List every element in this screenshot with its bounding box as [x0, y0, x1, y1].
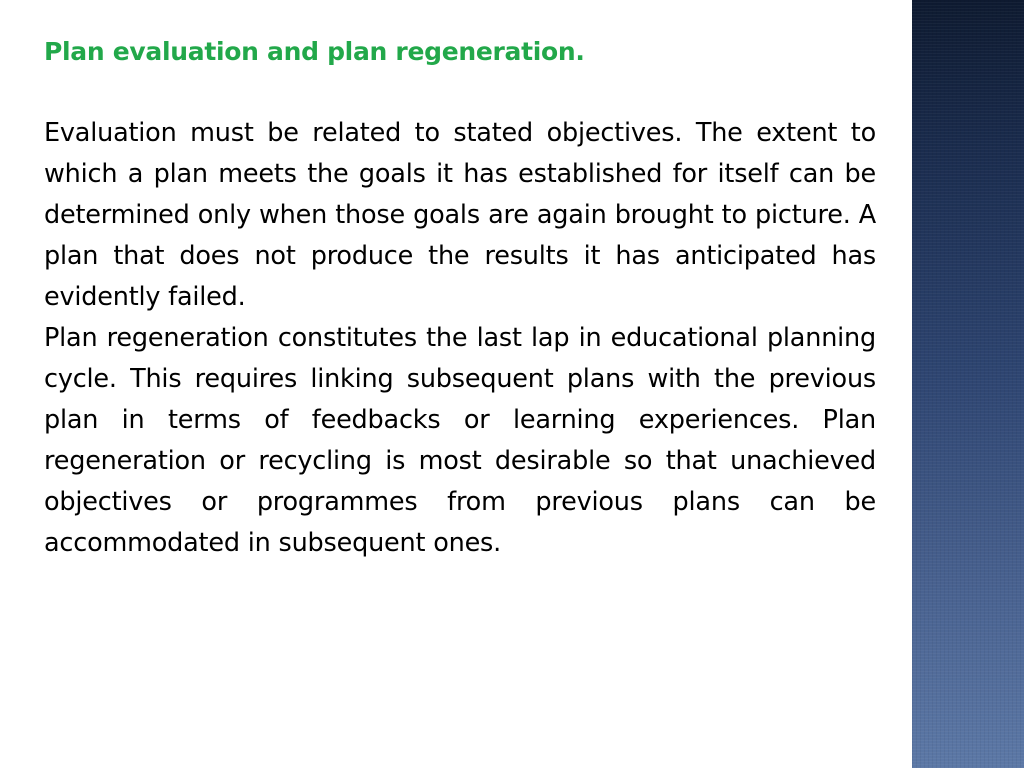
- paragraph-evaluation: Evaluation must be related to stated objectives. The extent to which a plan meets the goals it has established for itself can be determined only when those goals are again brought to picture. A plan that does not produce the results it has anticipated has evidently failed.: [44, 118, 876, 312]
- paragraph-regeneration: Plan regeneration constitutes the last lap in educational planning cycle. This requires linking subsequent plans with the previous plan in terms of feedbacks or learning experiences. Plan regeneration or recycling is most desirable so that unachieved objectives or programmes from previous plans can be accommodated in subsequent ones.: [44, 323, 876, 558]
- slide-title: Plan evaluation and plan regeneration.: [44, 37, 585, 66]
- decorative-side-band: [912, 0, 1024, 768]
- slide-content: [44, 30, 876, 564]
